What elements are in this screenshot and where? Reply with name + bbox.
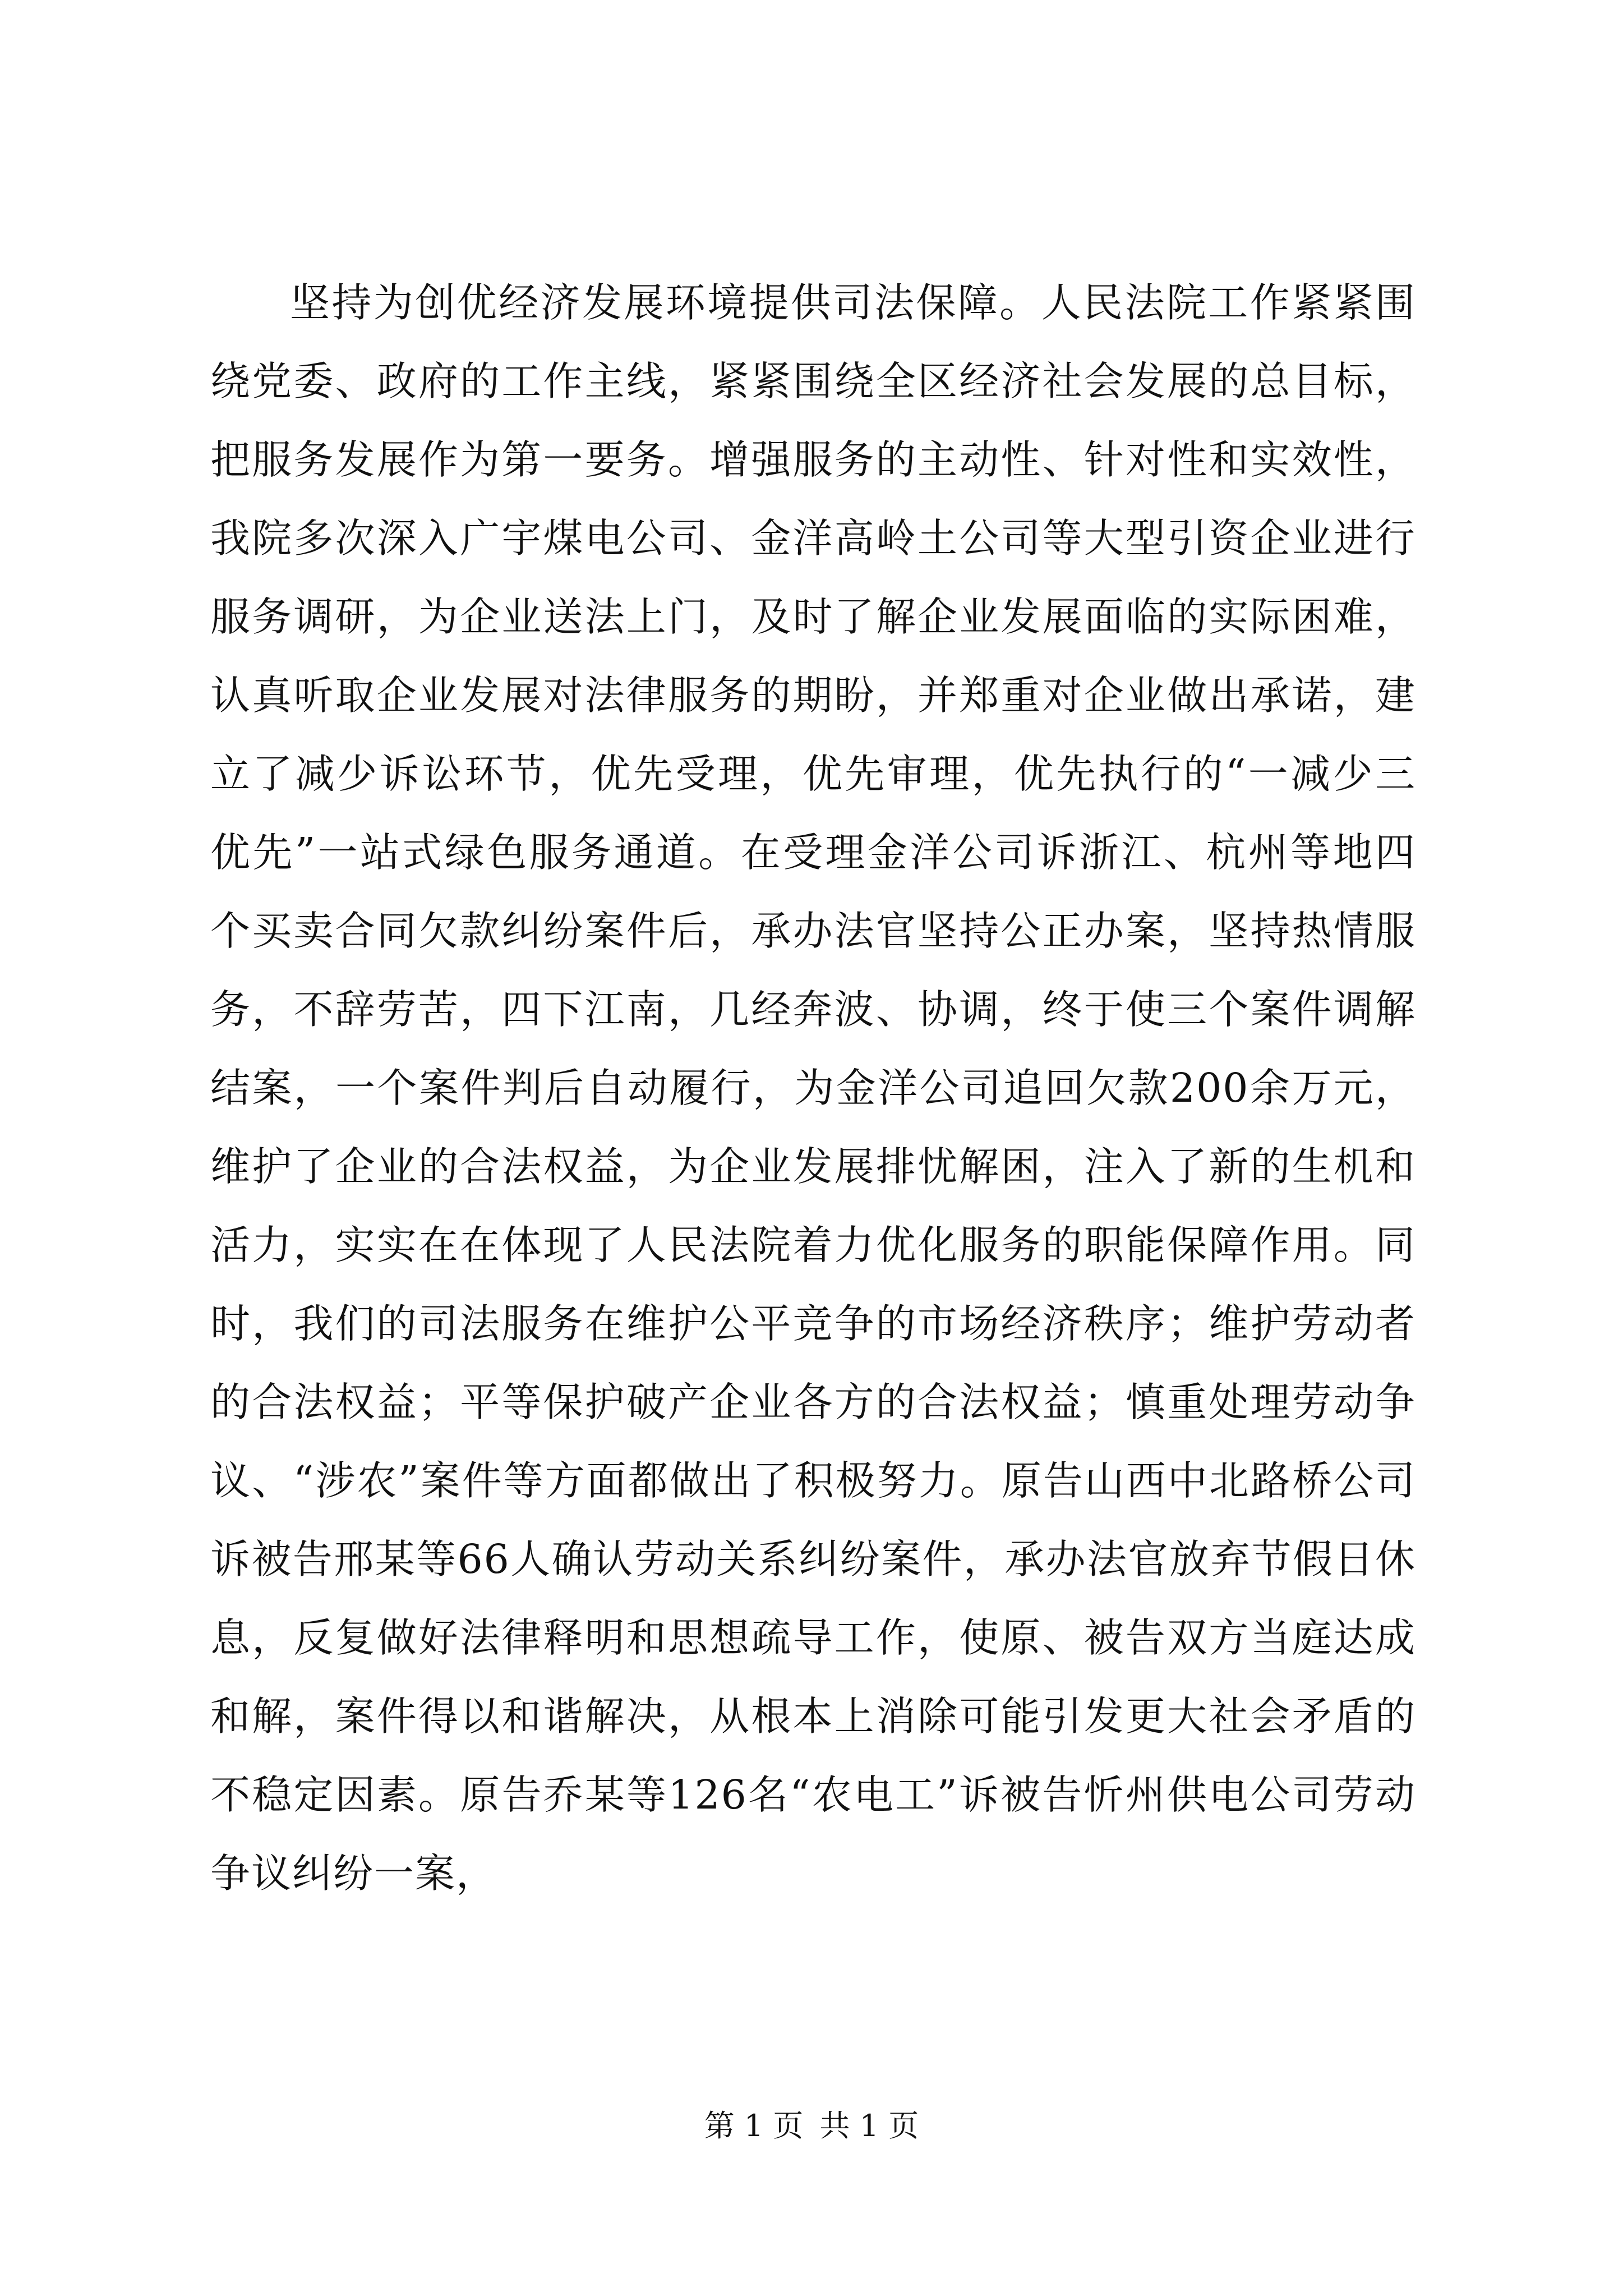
body-paragraph: 坚持为创优经济发展环境提供司法保障。人民法院工作紧紧围绕党委、政府的工作主线，紧紧围绕全区经济社会发展的总目标，把服务发展作为第一要务。增强服务的主动性、针对性和实效性，我院多次深入广宇煤电公司、金洋高岭土公司等大型引资企业进行服务调研，为企业送法上门，及时了解企业发展面临的实际困难，认真听取企业发展对法律服务的期盼，并郑重对企业做出承诺，建立了减少诉讼环节，优先受理，优先审理，优先执行的“一减少三优先”一站式绿色服务通道。在受理金洋公司诉浙江、杭州等地四个买卖合同欠款纠纷案件后，承办法官坚持公正办案，坚持热情服务，不辞劳苦，四下江南，几经奔波、协调，终于使三个案件调解结案，一个案件判后自动履行，为金洋公司追回欠款200余万元，维护了企业的合法权益，为企业发展排忧解困，注入了新的生机和活力，实实在在体现了人民法院着力优化服务的职能保障作用。同时，我们的司法服务在维护公平竞争的市场经济秩序；维护劳动者的合法权益；平等保护破产企业各方的合法权益；慎重处理劳动争议、“涉农”案件等方面都做出了积极努力。原告山西中北路桥公司诉被告邢某等66人确认劳动关系纠纷案件，承办法官放弃节假日休息，反复做好法律释明和思想疏导工作，使原、被告双方当庭达成和解，案件得以和谐解决，从根本上消除可能引发更大社会矛盾的不稳定因素。原告乔某等126名“农电工”诉被告忻州供电公司劳动争议纠纷一案， bbox=[210, 279, 1416, 1897]
page-total: 共 1 页 bbox=[819, 2108, 919, 2143]
page-footer bbox=[0, 2104, 1623, 2148]
page-number: 第 1 页 bbox=[704, 2108, 804, 2143]
